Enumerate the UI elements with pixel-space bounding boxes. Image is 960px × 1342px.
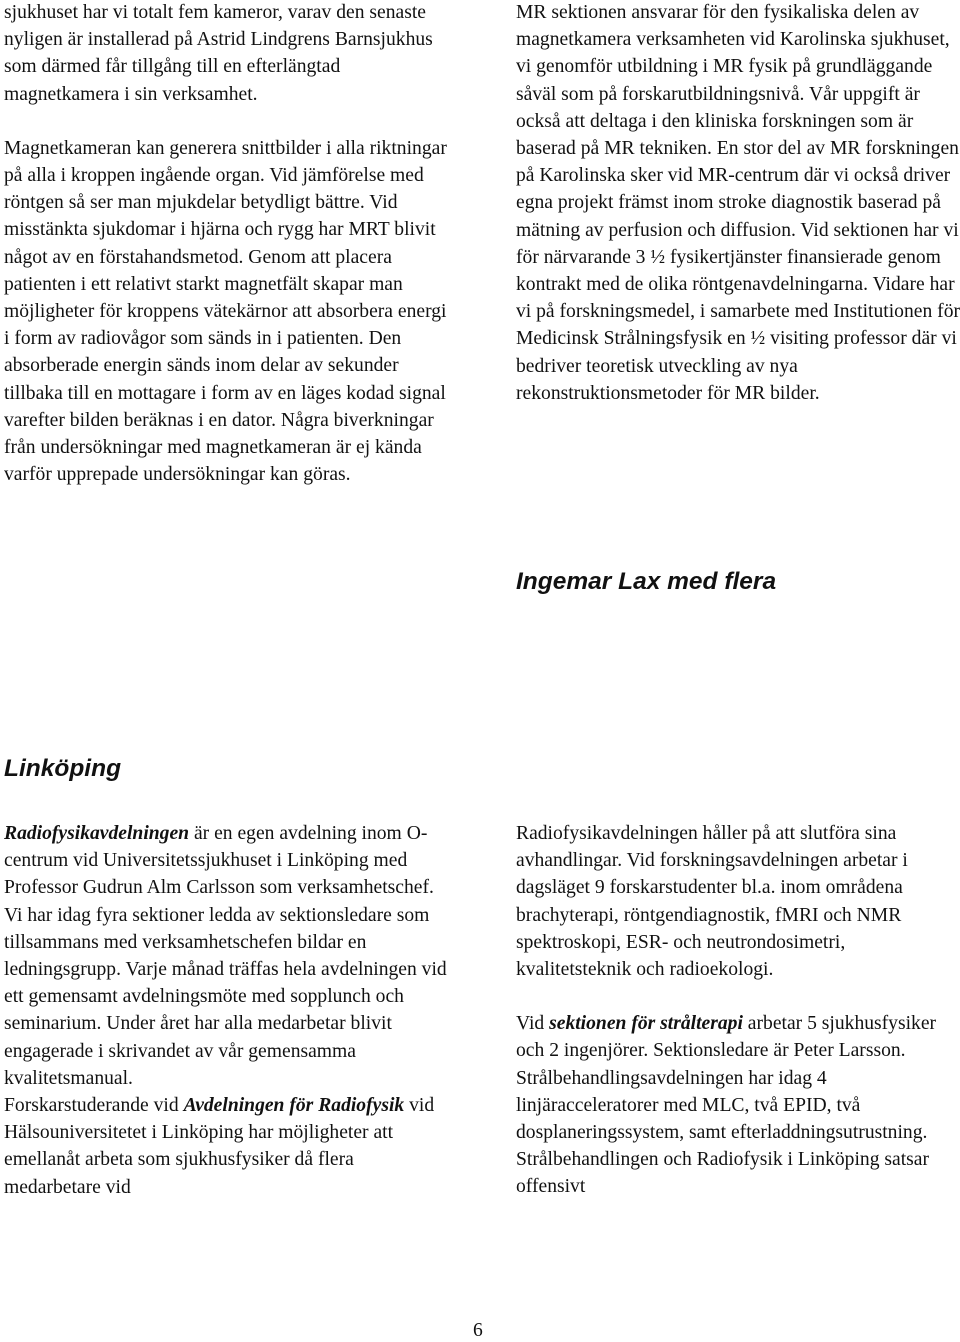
- paragraph-avhandlingar: Radiofysikavdelningen håller på att slutföra sina avhandlingar. Vid forskningsavdelningen arbetar i dagsläget 9 forskarstudenter bl.a. inom områdena brachyterapi, röntgendiagnostik, fMRI och NMR spektroskopi, ESR- och neutrondosimetri, kvalitetsteknik och radioekologi.: [516, 823, 908, 981]
- author-signature-heading: Ingemar Lax med flera: [516, 568, 777, 595]
- emphasis-sektionen-for-stralterapi: sektionen för strålterapi: [549, 1013, 743, 1035]
- paragraph-stralterapi: [516, 1010, 960, 1200]
- paragraph-text: Forskarstuderande vid: [4, 1095, 184, 1117]
- paragraph-magnetkameran: Magnetkameran kan generera snittbilder i alla riktningar på alla i kroppen ingående organ. Vid jämförelse med röntgen så ser man mjukdelar betydligt bättre. Vid misstänkta sjukdomar i hjärna och rygg har MRT blivit något av en förstahandsmetod. Genom att placera patienten i ett relativt starkt magnetfält skapar man möjligheter för kroppens vätekärnor att absorbera energi i form av radiovågor som sänds in i patienten. Den absorberade energin sänds inom delar av sekunder tillbaka till en mottagare i form av en läges kodad signal varefter bilden beräknas i en dator. Några biverkningar från undersökningar med magnetkameran är ej kända varför upprepade undersökningar kan göras.: [4, 137, 447, 486]
- paragraph-text: vid Hälsouniversitetet i Linköping har möjligheter att emellanåt arbeta som sjukhusfysiker då flera medarbetare vid: [4, 1095, 435, 1198]
- paragraph-text: är en egen avdelning inom O-centrum vid Universitetssjukhuset i Linköping med Professor Gudrun Alm Carlsson som verksamhetschef. Vi har idag fyra sektioner ledda av sektionsledare som tillsammans med verksamhetschefen bildar en ledningsgrupp. Varje månad träffas hela avdelningen vid ett gemensamt avdelningsmöte med sopplunch och seminarium. Under året har alla medarbetar blivit engagerade i skrivandet av vår gemensamma kvalitetsmanual.: [4, 823, 447, 1089]
- paragraph-text: arbetar 5 sjukhusfysiker och 2 ingenjörer. Sektionsledare är Peter Larsson. Strålbehandlingsavdelningen har idag 4 linjäracceleratorer med MLC, två EPID, två dosplaneringssystem, samt efterladdningsutrustning. Strålbehandlingen och Radiofysik i Linköping satsar offensivt: [516, 1013, 937, 1198]
- emphasis-avdelningen-for-radiofysik: Avdelningen för Radiofysik: [183, 1095, 405, 1117]
- page-number: 6: [473, 1320, 483, 1341]
- left-column-top: [4, 0, 449, 488]
- left-column-bottom: [4, 820, 449, 1201]
- paragraph-forskarstuderande: [4, 1092, 449, 1201]
- section-heading-linkoping: Linköping: [4, 755, 122, 782]
- paragraph-mr-sektionen: MR sektionen ansvarar för den fysikaliska delen av magnetkamera verksamheten vid Karolinska sjukhuset, vi genomför utbildning i MR fysik på grundläggande såväl som på forskarutbildningsnivå. Vår uppgift är också att deltaga i den kliniska forskningen som är baserad på MR tekniken. En stor del av MR forskningen på Karolinska sker vid MR-centrum där vi också driver egna projekt främst inom stroke diagnostik baserad på mätning av perfusion och diffusion. Vid sektionen har vi för närvarande 3 ½ fysikertjänster finansierade genom kontrakt med de olika röntgenavdelningarna. Vidare har vi på forskningsmedel, i samarbete med Institutionen för Medicinsk Strålningsfysik en ½ visiting professor där vi bedriver teoretisk utveckling av nya rekonstruktionsmetoder för MR bilder.: [516, 2, 960, 404]
- paragraph-radiofysikavdelningen: [4, 820, 449, 1092]
- right-column-top: [516, 0, 960, 407]
- paragraph-text: Vid: [516, 1013, 550, 1035]
- emphasis-radiofysikavdelningen: Radiofysikavdelningen: [4, 823, 190, 844]
- right-column-bottom: [516, 820, 960, 1201]
- paragraph-mr-cameras: sjukhuset har vi totalt fem kameror, varav den senaste nyligen är installerad på Astrid Lindgrens Barnsjukhus som därmed får tillgång till en efterlängtad magnetkamera i sin verksamhet.: [4, 2, 433, 105]
